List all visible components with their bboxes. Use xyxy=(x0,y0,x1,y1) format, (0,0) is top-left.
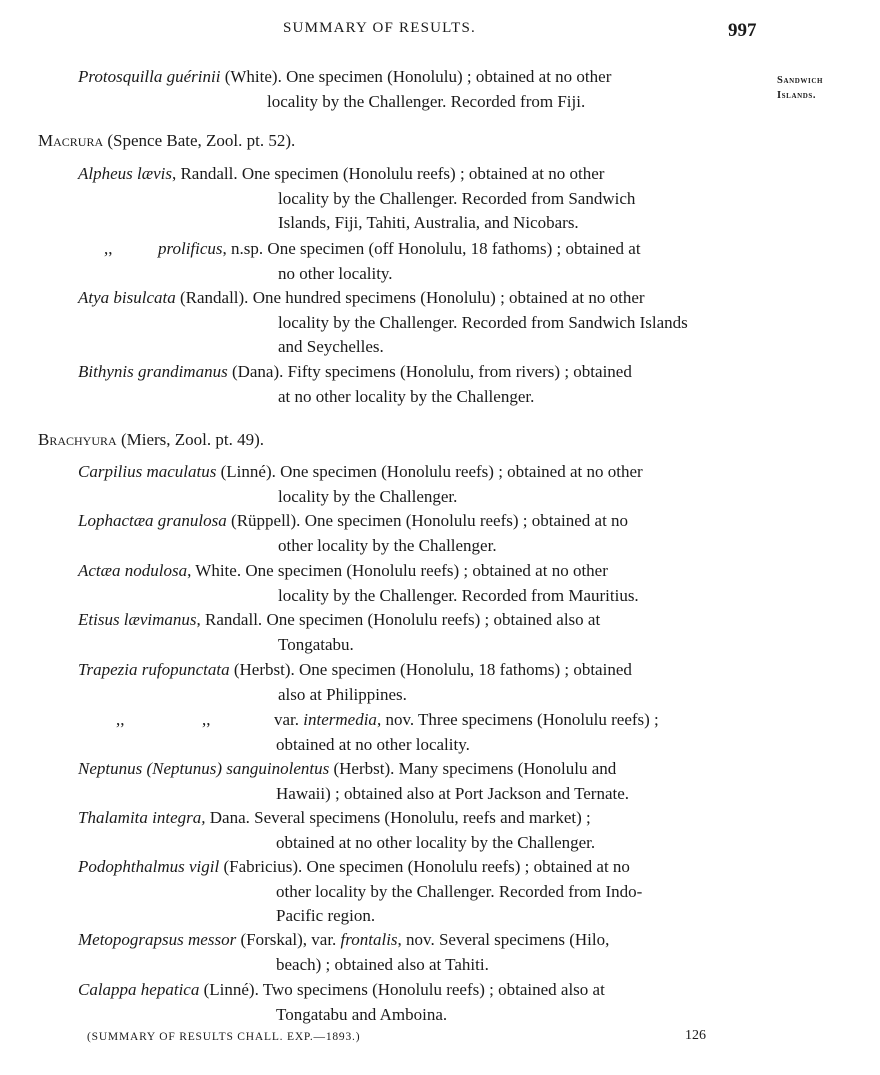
species-author: Dana. xyxy=(205,808,250,827)
species-author: (Herbst). xyxy=(329,759,395,778)
entry-text: Several specimens (Hilo, xyxy=(434,930,610,949)
page-number: 997 xyxy=(728,20,757,41)
species-name: Neptunus (Neptunus) sanguinolentus xyxy=(78,759,330,778)
footer-signature-note: (SUMMARY OF RESULTS CHALL. EXP.—1893.) xyxy=(87,1031,361,1043)
section-heading-brachyura xyxy=(38,430,264,450)
margin-note-line2: Islands. xyxy=(777,90,817,101)
entry-text: One specimen (Honolulu reefs) ; obtained at no other xyxy=(241,561,608,580)
section-heading-ref: (Spence Bate, Zool. pt. 52). xyxy=(103,131,296,150)
entry-text: locality by the Challenger. Recorded from Fiji. xyxy=(267,91,586,111)
running-header-title: SUMMARY OF RESULTS. xyxy=(283,20,476,36)
entry-protosquilla xyxy=(78,65,758,114)
entry-text: One specimen (Honolulu, 18 fathoms) ; obtained xyxy=(294,660,632,679)
entry-text: One specimen (off Honolulu, 18 fathoms) ; obtained at xyxy=(263,239,641,258)
species-name: Actæa nodulosa xyxy=(78,561,188,580)
species-name: Lophactæa granulosa xyxy=(78,511,227,530)
entry-calappa xyxy=(78,978,758,1027)
section-heading-ref: (Miers, Zool. pt. 49). xyxy=(116,430,265,449)
variety-prefix: var. xyxy=(274,710,304,729)
section-heading-macrura xyxy=(38,131,295,151)
entry-text: Pacific region. xyxy=(276,906,376,925)
species-name: Atya bisulcata xyxy=(78,288,176,307)
species-author: , n.sp. xyxy=(222,239,264,258)
species-name: Bithynis grandimanus xyxy=(78,362,228,381)
species-name: Alpheus lævis xyxy=(78,164,172,183)
species-author: , White. xyxy=(187,561,242,580)
species-name: prolificus xyxy=(158,239,223,258)
variety-name: frontalis xyxy=(340,930,398,949)
species-name: Calappa hepatica xyxy=(78,980,200,999)
variety-suffix: , nov. xyxy=(376,710,415,729)
section-heading-label: Brachyura xyxy=(38,430,117,449)
entry-text: Tongatabu and Amboina. xyxy=(276,1004,448,1024)
entry-text: Three specimens (Honolulu reefs) ; xyxy=(414,710,659,729)
variety-suffix: , nov. xyxy=(397,930,435,949)
entry-text: locality by the Challenger. Recorded from Sandwich Islands xyxy=(278,312,688,332)
entry-text: Fifty specimens (Honolulu, from rivers) ; obtained xyxy=(283,362,632,381)
entry-alpheus xyxy=(78,162,758,236)
species-author: (Dana). xyxy=(227,362,284,381)
ditto-mark: ,, xyxy=(202,710,211,729)
entry-etisus xyxy=(78,608,758,657)
entry-actaea xyxy=(78,559,758,608)
entry-text: One specimen (Honolulu reefs) ; obtained at no xyxy=(300,511,629,530)
variety-name: intermedia xyxy=(303,710,377,729)
entry-text: One specimen (Honolulu reefs) ; obtained at no other xyxy=(275,462,643,481)
entry-text: One specimen (Honolulu reefs) ; obtained at no xyxy=(302,857,630,876)
entry-text: One specimen (Honolulu) ; obtained at no other xyxy=(281,67,612,86)
entry-text: Hawaii) ; obtained also at Port Jackson and Ternate. xyxy=(276,783,630,803)
species-name: Podophthalmus vigil xyxy=(78,857,220,876)
entry-neptunus xyxy=(78,757,758,806)
entry-text: also at Philippines. xyxy=(278,684,407,704)
entry-text: Many specimens (Honolulu and xyxy=(394,759,617,778)
ditto-mark: ,, xyxy=(104,239,113,258)
entry-atya xyxy=(78,286,758,360)
entry-text: Islands, Fiji, Tahiti, Australia, and Nicobars. xyxy=(278,213,579,232)
entry-text: One hundred specimens (Honolulu) ; obtained at no other xyxy=(248,288,645,307)
species-author: (Linné). xyxy=(199,980,259,999)
species-author: (Rüppell). xyxy=(226,511,301,530)
entry-text: locality by the Challenger. xyxy=(278,486,458,506)
margin-note xyxy=(777,73,823,103)
entry-text: and Seychelles. xyxy=(278,337,384,356)
margin-note-line1: Sandwich xyxy=(777,75,824,86)
species-name: Metopograpsus messor xyxy=(78,930,237,949)
entry-text: no other locality. xyxy=(278,263,393,283)
entry-text: other locality by the Challenger. Recorded from Indo- xyxy=(276,881,643,901)
entry-metopograpsus xyxy=(78,928,758,977)
entry-text: obtained at no other locality. xyxy=(276,734,470,754)
entry-trapezia xyxy=(78,658,758,707)
entry-text: One specimen (Honolulu reefs) ; obtained at no other xyxy=(237,164,605,183)
species-name: Thalamita integra, xyxy=(78,808,206,827)
section-heading-label: Macrura xyxy=(38,131,104,150)
species-author: (Linné). xyxy=(216,462,276,481)
entry-text: at no other locality by the Challenger. xyxy=(278,386,535,406)
species-author: (White). xyxy=(220,67,282,86)
species-author: , Randall. xyxy=(196,610,263,629)
entry-carpilius xyxy=(78,460,758,509)
species-author: (Herbst). xyxy=(229,660,295,679)
species-author: (Forskal), var. xyxy=(236,930,341,949)
species-name: Etisus lævimanus xyxy=(78,610,197,629)
species-author: (Fabricius). xyxy=(219,857,303,876)
entry-text: Several specimens (Honolulu, reefs and market) ; xyxy=(249,808,591,827)
species-name: Protosquilla guérinii xyxy=(78,67,221,86)
entry-text: Two specimens (Honolulu reefs) ; obtained also at xyxy=(258,980,605,999)
entry-text: locality by the Challenger. Recorded from Sandwich xyxy=(278,188,636,208)
entry-text: locality by the Challenger. Recorded from Mauritius. xyxy=(278,585,639,605)
entry-podophthalmus xyxy=(78,855,758,929)
species-author: (Randall). xyxy=(175,288,249,307)
entry-text: other locality by the Challenger. xyxy=(278,535,497,555)
entry-text: beach) ; obtained also at Tahiti. xyxy=(276,954,489,974)
entry-thalamita xyxy=(78,806,758,855)
species-name: Trapezia rufopunctata xyxy=(78,660,230,679)
ditto-mark: ,, xyxy=(116,710,125,729)
species-name: Carpilius maculatus xyxy=(78,462,217,481)
entry-prolificus xyxy=(104,237,758,286)
entry-lophactaea xyxy=(78,509,758,558)
entry-text: Tongatabu. xyxy=(278,634,354,654)
entry-trapezia-var xyxy=(116,708,758,757)
entry-text: obtained at no other locality by the Challenger. xyxy=(276,832,596,852)
entry-text: One specimen (Honolulu reefs) ; obtained also at xyxy=(262,610,601,629)
entry-bithynis xyxy=(78,360,758,409)
species-author: , Randall. xyxy=(171,164,238,183)
footer-signature-number: 126 xyxy=(685,1028,706,1043)
